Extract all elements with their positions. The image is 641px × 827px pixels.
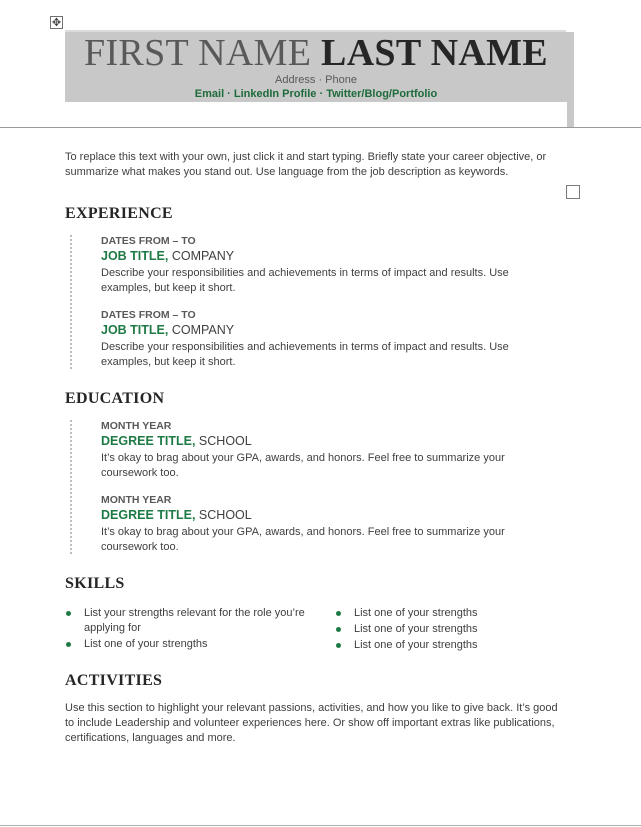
contact-links[interactable]: Email · LinkedIn Profile · Twitter/Blog/Portfolio [194,88,438,100]
skill-item[interactable]: List one of your strengths [65,637,315,652]
experience-dates[interactable]: DATES FROM – TO [101,309,196,321]
header-side-strip [567,32,574,127]
skills-list-right [335,606,565,654]
skills-list-left [65,606,315,653]
skill-item[interactable]: List one of your strengths [335,622,565,637]
education-description[interactable]: It’s okay to brag about your GPA, awards, and honors. Feel free to summarize your coursework too. [101,526,505,553]
experience-description[interactable]: Describe your responsibilities and achievements in terms of impact and results. Use examples, but keep it short. [101,341,509,368]
skills-heading[interactable]: SKILLS [65,575,125,592]
school[interactable]: SCHOOL [195,434,252,448]
company[interactable]: COMPANY [168,323,235,337]
full-name[interactable] [65,32,567,74]
first-name[interactable]: FIRST NAME [84,32,312,74]
education-timeline [70,420,72,554]
last-name[interactable]: LAST NAME [321,32,548,74]
checkbox[interactable] [566,185,580,199]
education-date[interactable]: MONTH YEAR [101,420,172,432]
experience-description[interactable]: Describe your responsibilities and achievements in terms of impact and results. Use examples, but keep it short. [101,267,509,294]
experience-timeline [70,235,72,369]
activities-text[interactable]: Use this section to highlight your relevant passions, activities, and how you like to give back. It’s good to include Leadership and volunteer experiences here. Or show off important extras like publications, certifications, languages and more. [65,702,558,744]
education-heading[interactable]: EDUCATION [65,390,165,407]
skill-item[interactable]: List one of your strengths [335,638,565,653]
education-entry[interactable] [101,493,561,555]
company[interactable]: COMPANY [168,249,235,263]
experience-entry[interactable] [101,234,561,296]
header-block[interactable] [65,32,567,102]
address-phone[interactable]: Address · Phone [275,74,357,86]
degree-title[interactable]: DEGREE TITLE, [101,508,196,522]
experience-heading[interactable]: EXPERIENCE [65,205,173,222]
page-bottom-edge [0,825,641,826]
experience-title[interactable] [101,248,561,265]
experience-title[interactable] [101,322,561,339]
job-title[interactable]: JOB TITLE, [101,323,169,337]
skill-item[interactable]: List your strengths relevant for the role you’re applying for [65,606,315,636]
objective-text[interactable]: To replace this text with your own, just click it and start typing. Briefly state your career objective, or summarize what makes you stand out. Use language from the job description as keywords. [65,151,547,178]
experience-entry[interactable] [101,308,561,370]
activities-heading[interactable]: ACTIVITIES [65,672,163,689]
education-description[interactable]: It’s okay to brag about your GPA, awards, and honors. Feel free to summarize your coursework too. [101,452,505,479]
education-title[interactable] [101,433,561,450]
job-title[interactable]: JOB TITLE, [101,249,169,263]
school[interactable]: SCHOOL [195,508,252,522]
page-divider [0,127,641,128]
education-title[interactable] [101,507,561,524]
education-entry[interactable] [101,419,561,481]
skill-item[interactable]: List one of your strengths [335,606,565,621]
education-date[interactable]: MONTH YEAR [101,494,172,506]
table-move-handle-icon[interactable]: ✥ [51,16,62,29]
experience-dates[interactable]: DATES FROM – TO [101,235,196,247]
degree-title[interactable]: DEGREE TITLE, [101,434,196,448]
